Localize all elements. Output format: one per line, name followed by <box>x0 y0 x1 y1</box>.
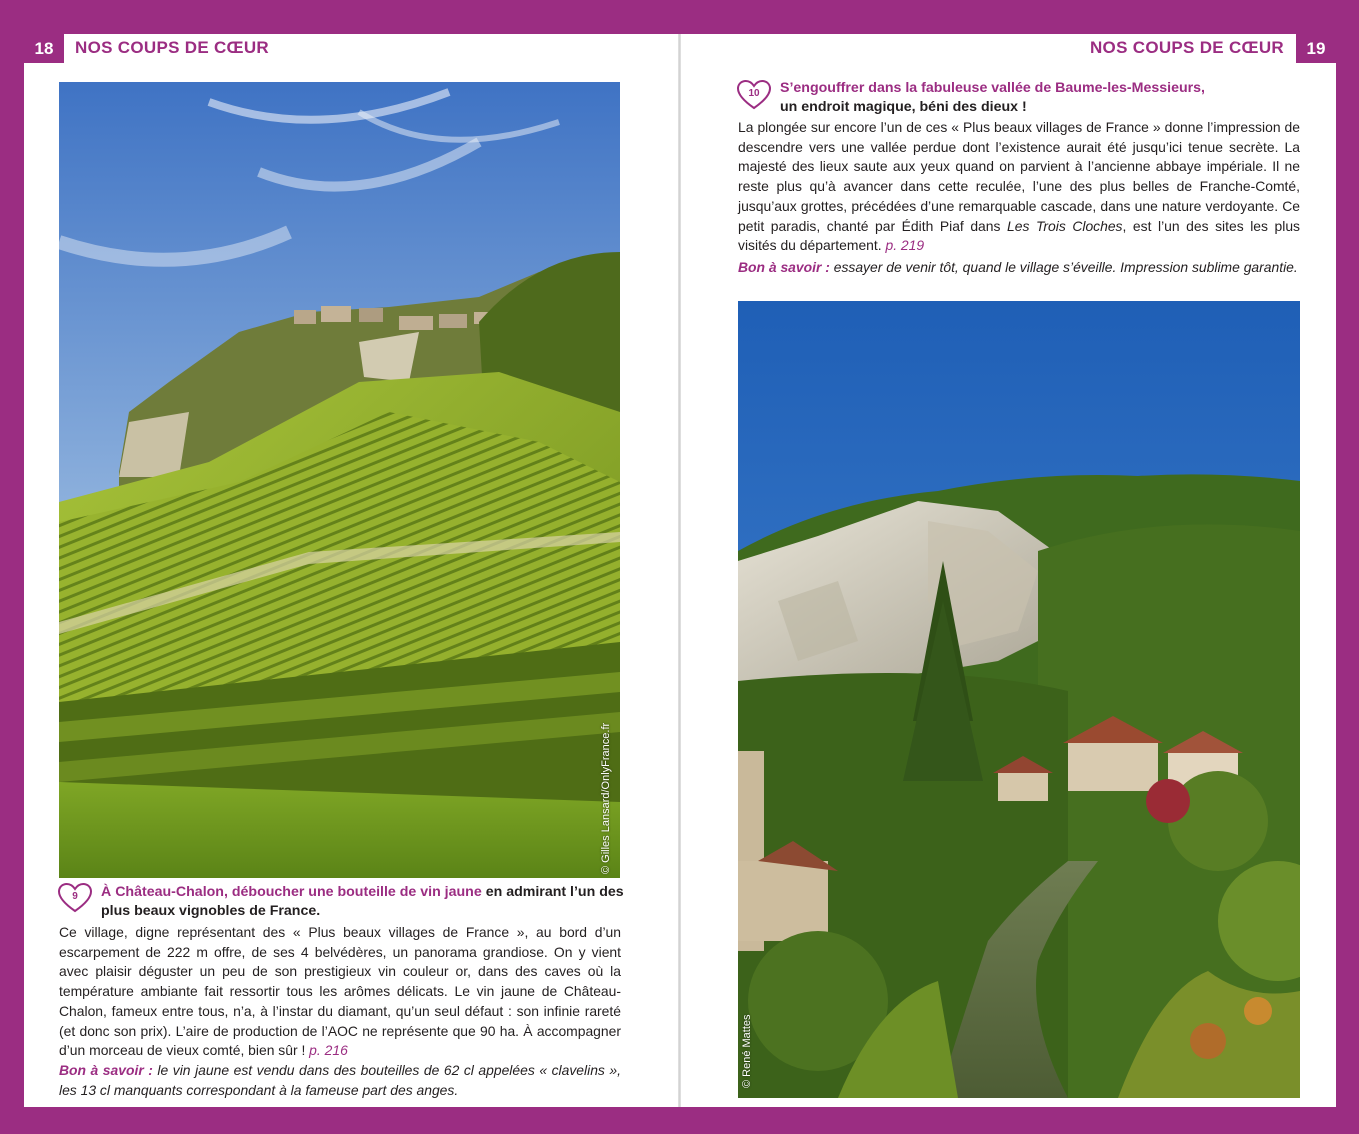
photo-chateau-chalon-vineyards <box>59 82 620 878</box>
headline-rest: un endroit magique, béni des dieux ! <box>780 99 1027 115</box>
heart-number-badge <box>737 80 771 110</box>
tip-text: essayer de venir tôt, quand le village s’éveille. Impression sublime garantie. <box>829 259 1298 275</box>
body-text: Ce village, digne représentant des « Plus beaux villages de France », au bord d’un escarpement de 222 m offre, de ses 4 belvédères, un panorama grandiose. On y vient avec plaisir déguster un peu de son prestigieux vin couleur or, dans des caves où la température ambiante fait ressortir tous les arômes délicats. Le vin jaune de Château-Chalon, fameux entre tous, n’a, à l’instar du diamant, qu’un seul défaut : son infinie rareté (et donc son prix). L’aire de production de l’AOC ne représente que 90 ha. À accompagner d’un morceau de vieux comté, bien sûr ! <box>59 924 621 1059</box>
left-page <box>24 34 679 1107</box>
entry-body-right <box>738 118 1300 256</box>
tip-left <box>59 1061 621 1100</box>
headline-rest: en admirant l’un des plus beaux vignobles de France. <box>101 884 624 919</box>
tip-text: le vin jaune est vendu dans des bouteilles de 62 cl appelées « clavelins », les 13 cl manquants correspondant à la fameuse part des anges. <box>59 1062 621 1098</box>
tip-label: Bon à savoir : <box>59 1062 153 1078</box>
photo-credit-left: © Gilles Lansard/OnlyFrance.fr <box>600 722 612 874</box>
running-head-right: NOS COUPS DE CŒUR <box>1089 38 1284 57</box>
entry-headline-left <box>101 883 641 921</box>
entry-number-left: 9 <box>72 891 78 902</box>
entry-body-left <box>59 923 621 1061</box>
body-text: La plongée sur encore l’un de ces « Plus beaux villages de France » donne l’impression de descendre vers une vallée perdue dont l’existence aurait été jusqu’ici tenue secrète. La majesté des lieux saute aux yeux quand on parvient à l’ancienne abbaye impériale. Il ne reste plus qu’à avancer dans cette reculée, l’une des plus belles de Franche-Comté, jusqu’aux grottes, précédées d’une remarquable cascade, dans une nature verdoyante. Ce petit paradis, chanté par Édith Piaf dans <box>738 119 1300 234</box>
page-reference: p. 219 <box>885 237 925 254</box>
song-title: Les Trois Cloches <box>1007 217 1123 234</box>
heart-number-badge <box>58 883 92 913</box>
page-reference: p. 216 <box>309 1042 348 1059</box>
tip-right <box>738 258 1300 278</box>
page-number-right: 19 <box>1296 34 1336 63</box>
right-page <box>681 34 1336 1107</box>
body-text-continued: , est l’un des sites les plus visités du département. <box>738 217 1300 254</box>
headline-accent: À Château-Chalon, déboucher une bouteille de vin jaune <box>101 884 482 900</box>
tip-label: Bon à savoir : <box>738 259 830 275</box>
running-head-left: NOS COUPS DE CŒUR <box>75 38 270 57</box>
entry-number-right: 10 <box>748 88 760 99</box>
entry-headline-right <box>780 79 1300 117</box>
headline-accent: S’engouffrer dans la fabuleuse vallée de Baume-les-Messieurs, <box>780 80 1205 96</box>
page-number-left: 18 <box>24 34 64 63</box>
photo-credit-right: © René Mattes <box>741 1014 753 1088</box>
photo-baume-les-messieurs <box>738 301 1300 1098</box>
